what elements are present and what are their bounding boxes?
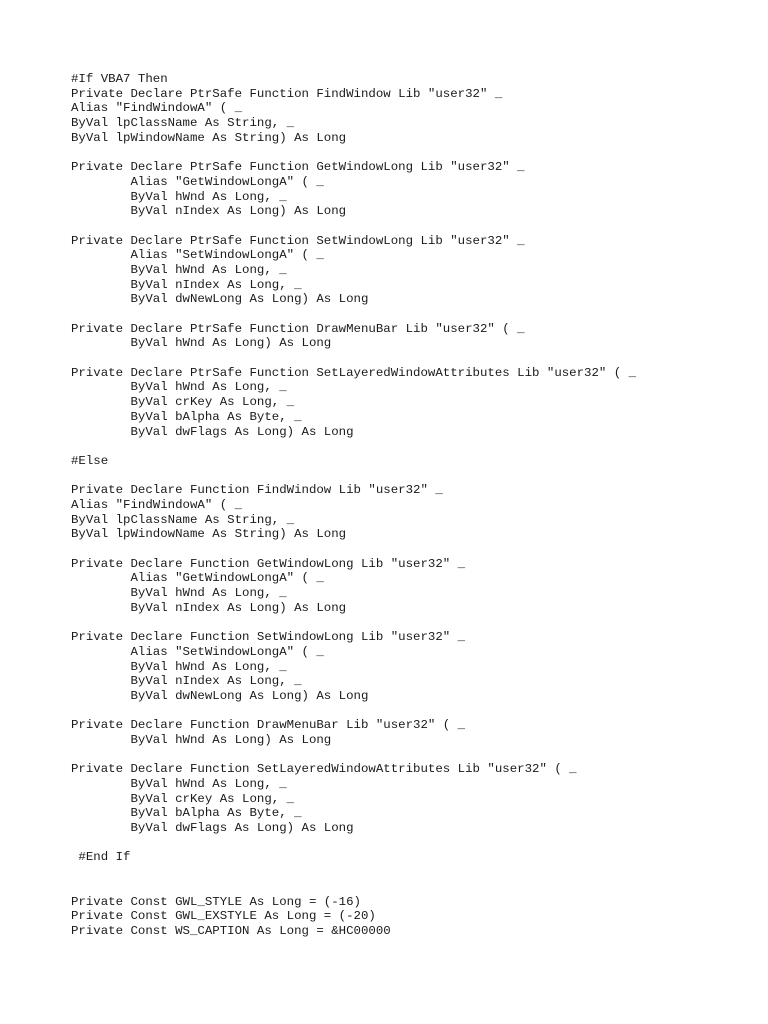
code-line: ByVal lpClassName As String, _ [71, 116, 295, 131]
code-line: #If VBA7 Then [71, 72, 168, 86]
code-line: Alias "GetWindowLongA" ( _ [71, 174, 324, 189]
code-line: ByVal hWnd As Long, _ [71, 262, 287, 277]
code-line [71, 219, 751, 234]
code-line: ByVal dwNewLong As Long) As Long [71, 688, 369, 703]
code-line [71, 439, 751, 454]
code-line: Alias "SetWindowLongA" ( _ [71, 248, 324, 263]
code-line: Private Declare PtrSafe Function FindWindow Lib "user32" _ [71, 86, 503, 101]
code-line: ByVal hWnd As Long, _ [71, 380, 287, 395]
code-line: Private Declare PtrSafe Function DrawMenuBar Lib "user32" ( _ [71, 321, 525, 336]
code-line: ByVal hWnd As Long) As Long [71, 732, 332, 747]
code-line [71, 748, 751, 763]
code-line: Private Declare PtrSafe Function SetLayeredWindowAttributes Lib "user32" ( _ [71, 365, 637, 380]
code-line [71, 865, 751, 880]
code-line [71, 307, 751, 322]
code-line: #End If [71, 850, 131, 865]
code-line: Alias "FindWindowA" ( _ [71, 497, 243, 512]
code-block [71, 72, 751, 939]
code-line [71, 542, 751, 557]
code-line: Private Const GWL_STYLE As Long = (-16) [71, 894, 361, 909]
code-line: Private Declare Function DrawMenuBar Lib "user32" ( _ [71, 718, 466, 733]
code-line [71, 469, 751, 484]
code-line: ByVal crKey As Long, _ [71, 395, 295, 410]
code-line: ByVal dwNewLong As Long) As Long [71, 292, 369, 307]
code-line: Alias "SetWindowLongA" ( _ [71, 644, 324, 659]
code-line [71, 880, 751, 895]
code-line: ByVal bAlpha As Byte, _ [71, 409, 302, 424]
code-line: ByVal crKey As Long, _ [71, 791, 295, 806]
code-line: ByVal hWnd As Long, _ [71, 586, 287, 601]
code-line: ByVal hWnd As Long) As Long [71, 336, 332, 351]
code-line: ByVal nIndex As Long, _ [71, 674, 302, 689]
code-line: Private Declare Function GetWindowLong Lib "user32" _ [71, 556, 466, 571]
code-line: Private Declare PtrSafe Function SetWindowLong Lib "user32" _ [71, 233, 525, 248]
code-line: Private Const GWL_EXSTYLE As Long = (-20) [71, 909, 376, 924]
code-line: ByVal lpClassName As String, _ [71, 512, 295, 527]
code-line [71, 351, 751, 366]
code-line [71, 836, 751, 851]
code-line [71, 615, 751, 630]
code-line: Alias "FindWindowA" ( _ [71, 101, 243, 116]
code-line [71, 704, 751, 719]
code-line: ByVal nIndex As Long) As Long [71, 204, 347, 219]
code-line: Private Declare Function FindWindow Lib "user32" _ [71, 483, 443, 498]
code-line: Alias "GetWindowLongA" ( _ [71, 571, 324, 586]
code-line: ByVal hWnd As Long, _ [71, 777, 287, 791]
code-line: ByVal lpWindowName As String) As Long [71, 527, 347, 542]
code-line: #Else [71, 453, 109, 468]
code-line: ByVal nIndex As Long) As Long [71, 600, 347, 615]
code-line: ByVal dwFlags As Long) As Long [71, 424, 354, 439]
code-line: Private Declare Function SetWindowLong Lib "user32" _ [71, 630, 466, 645]
code-line: ByVal hWnd As Long, _ [71, 659, 287, 674]
code-line: ByVal lpWindowName As String) As Long [71, 130, 347, 145]
code-line [71, 145, 751, 160]
code-line: Private Declare PtrSafe Function GetWindowLong Lib "user32" _ [71, 160, 525, 175]
code-line: ByVal dwFlags As Long) As Long [71, 821, 354, 836]
code-line: ByVal bAlpha As Byte, _ [71, 806, 302, 821]
code-line: Private Const WS_CAPTION As Long = &HC00000 [71, 923, 391, 938]
code-line: ByVal nIndex As Long, _ [71, 277, 302, 292]
code-line: ByVal hWnd As Long, _ [71, 189, 287, 204]
code-line: Private Declare Function SetLayeredWindowAttributes Lib "user32" ( _ [71, 762, 577, 777]
